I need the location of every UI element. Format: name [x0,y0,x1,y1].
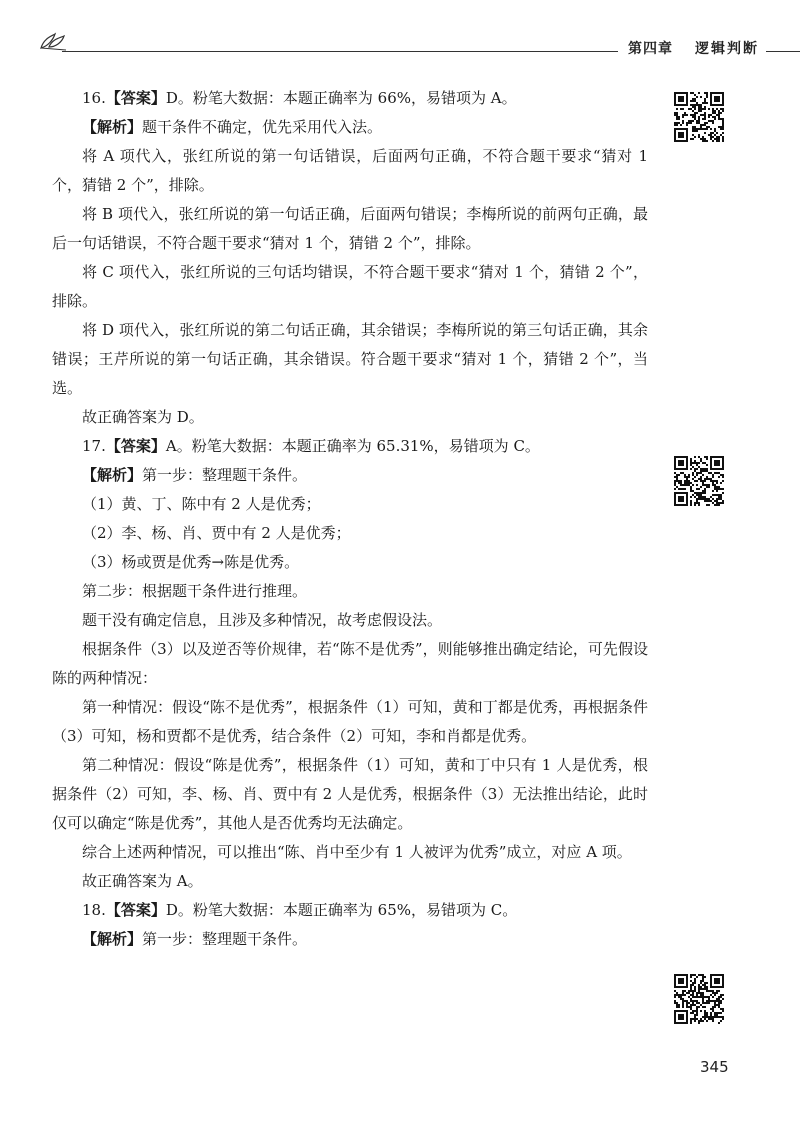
paragraph-text: A。粉笔大数据：本题正确率为 65.31%，易错项为 C。 [165,437,540,455]
paragraph-text: （3）杨或贾是优秀→陈是优秀。 [82,553,300,571]
paragraph-q17-p5 [52,838,648,867]
paragraph-text: 将 A 项代入，张红所说的第一句话错误，后面两句正确，不符合题干要求“猜对 1 个，猜错 2 个”，排除。 [52,147,648,194]
paragraph-text: （1）黄、丁、陈中有 2 人是优秀； [82,495,321,513]
paragraph-text: 第一步：整理题干条件。 [142,930,308,948]
paragraph-q17-c2 [52,519,648,548]
paragraph-q17-p2 [52,635,648,693]
header-chapter: 第四章 [628,41,673,57]
page-number: 345 [700,1058,729,1076]
answer-explanations [52,84,648,954]
paragraph-text: D。粉笔大数据：本题正确率为 66%，易错项为 A。 [165,89,517,107]
paragraph-text: 18. [82,901,106,919]
paragraph-q16-jiexi [52,113,648,142]
paragraph-text: 将 B 项代入，张红所说的第一句话正确，后面两句错误；李梅所说的前两句正确，最后一句话错误，不符合题干要求“猜对 1 个，猜错 2 个”，排除。 [52,205,648,252]
paragraph-q17-c1 [52,490,648,519]
paragraph-text: 第一步：整理题干条件。 [142,466,308,484]
header-rule-right [766,51,800,52]
paragraph-text: 故正确答案为 A。 [82,872,203,890]
paragraph-text: 题干条件不确定，优先采用代入法。 [142,118,383,136]
paragraph-q16-a [52,142,648,200]
paragraph-q16-c [52,258,648,316]
section-marker: 【答案】 [105,89,166,107]
paragraph-text: 第一种情况：假设“陈不是优秀”，根据条件（1）可知，黄和丁都是优秀，再根据条件（3）可知，杨和贾都不是优秀，结合条件（2）可知，李和肖都是优秀。 [52,698,648,745]
paragraph-text: 题干没有确定信息，且涉及多种情况，故考虑假设法。 [82,611,443,629]
paragraph-q17-answer [52,432,648,461]
paragraph-text: 将 D 项代入，张红所说的第二句话正确，其余错误；李梅所说的第三句话正确，其余错误；王芹所说的第一句话正确，其余错误。符合题干要求“猜对 1 个，猜错 2 个”，当选。 [52,321,648,397]
paragraph-q16-d [52,316,648,403]
paragraph-q16-b [52,200,648,258]
paragraph-text: 综合上述两种情况，可以推出“陈、肖中至少有 1 人被评为优秀”成立，对应 A 项。 [82,843,632,861]
paragraph-text: 17. [82,437,106,455]
header-rule-left [62,51,618,52]
paragraph-q16-final [52,403,648,432]
paragraph-q17-p4 [52,751,648,838]
paragraph-text: 将 C 项代入，张红所说的三句话均错误，不符合题干要求“猜对 1 个，猜错 2 个”，排除。 [52,263,648,310]
paragraph-text: （2）李、杨、肖、贾中有 2 人是优秀； [82,524,351,542]
paragraph-q17-step2 [52,577,648,606]
paragraph-text: 根据条件（3）以及逆否等价规律，若“陈不是优秀”，则能够推出确定结论，可先假设陈的两种情况： [52,640,648,687]
section-marker: 【解析】 [82,466,143,484]
paragraph-q18-answer [52,896,648,925]
section-marker: 【解析】 [82,118,143,136]
qr-code-icon[interactable] [674,92,724,142]
paragraph-q17-p1 [52,606,648,635]
qr-code-icon[interactable] [674,974,724,1024]
section-marker: 【答案】 [105,437,166,455]
paragraph-q17-jiexi [52,461,648,490]
page-header [38,30,798,60]
paragraph-text: 16. [82,89,106,107]
header-title: 逻辑判断 [695,41,759,57]
section-marker: 【答案】 [105,901,166,919]
section-marker: 【解析】 [82,930,143,948]
paragraph-text: 故正确答案为 D。 [82,408,204,426]
paragraph-text: 第二步：根据题干条件进行推理。 [82,582,308,600]
qr-code-icon[interactable] [674,456,724,506]
paragraph-text: 第二种情况：假设“陈是优秀”，根据条件（1）可知，黄和丁中只有 1 人是优秀，根据条件（2）可知，李、杨、肖、贾中有 2 人是优秀，根据条件（3）无法推出结论，此时仅可以确定“陈是优秀”，其他人是否优秀均无法确定。 [52,756,648,832]
paragraph-q17-p3 [52,693,648,751]
paragraph-q18-jiexi [52,925,648,954]
paragraph-text: D。粉笔大数据：本题正确率为 65%，易错项为 C。 [165,901,518,919]
paragraph-q17-final [52,867,648,896]
paragraph-q17-c3 [52,548,648,577]
paragraph-q16-answer [52,84,648,113]
